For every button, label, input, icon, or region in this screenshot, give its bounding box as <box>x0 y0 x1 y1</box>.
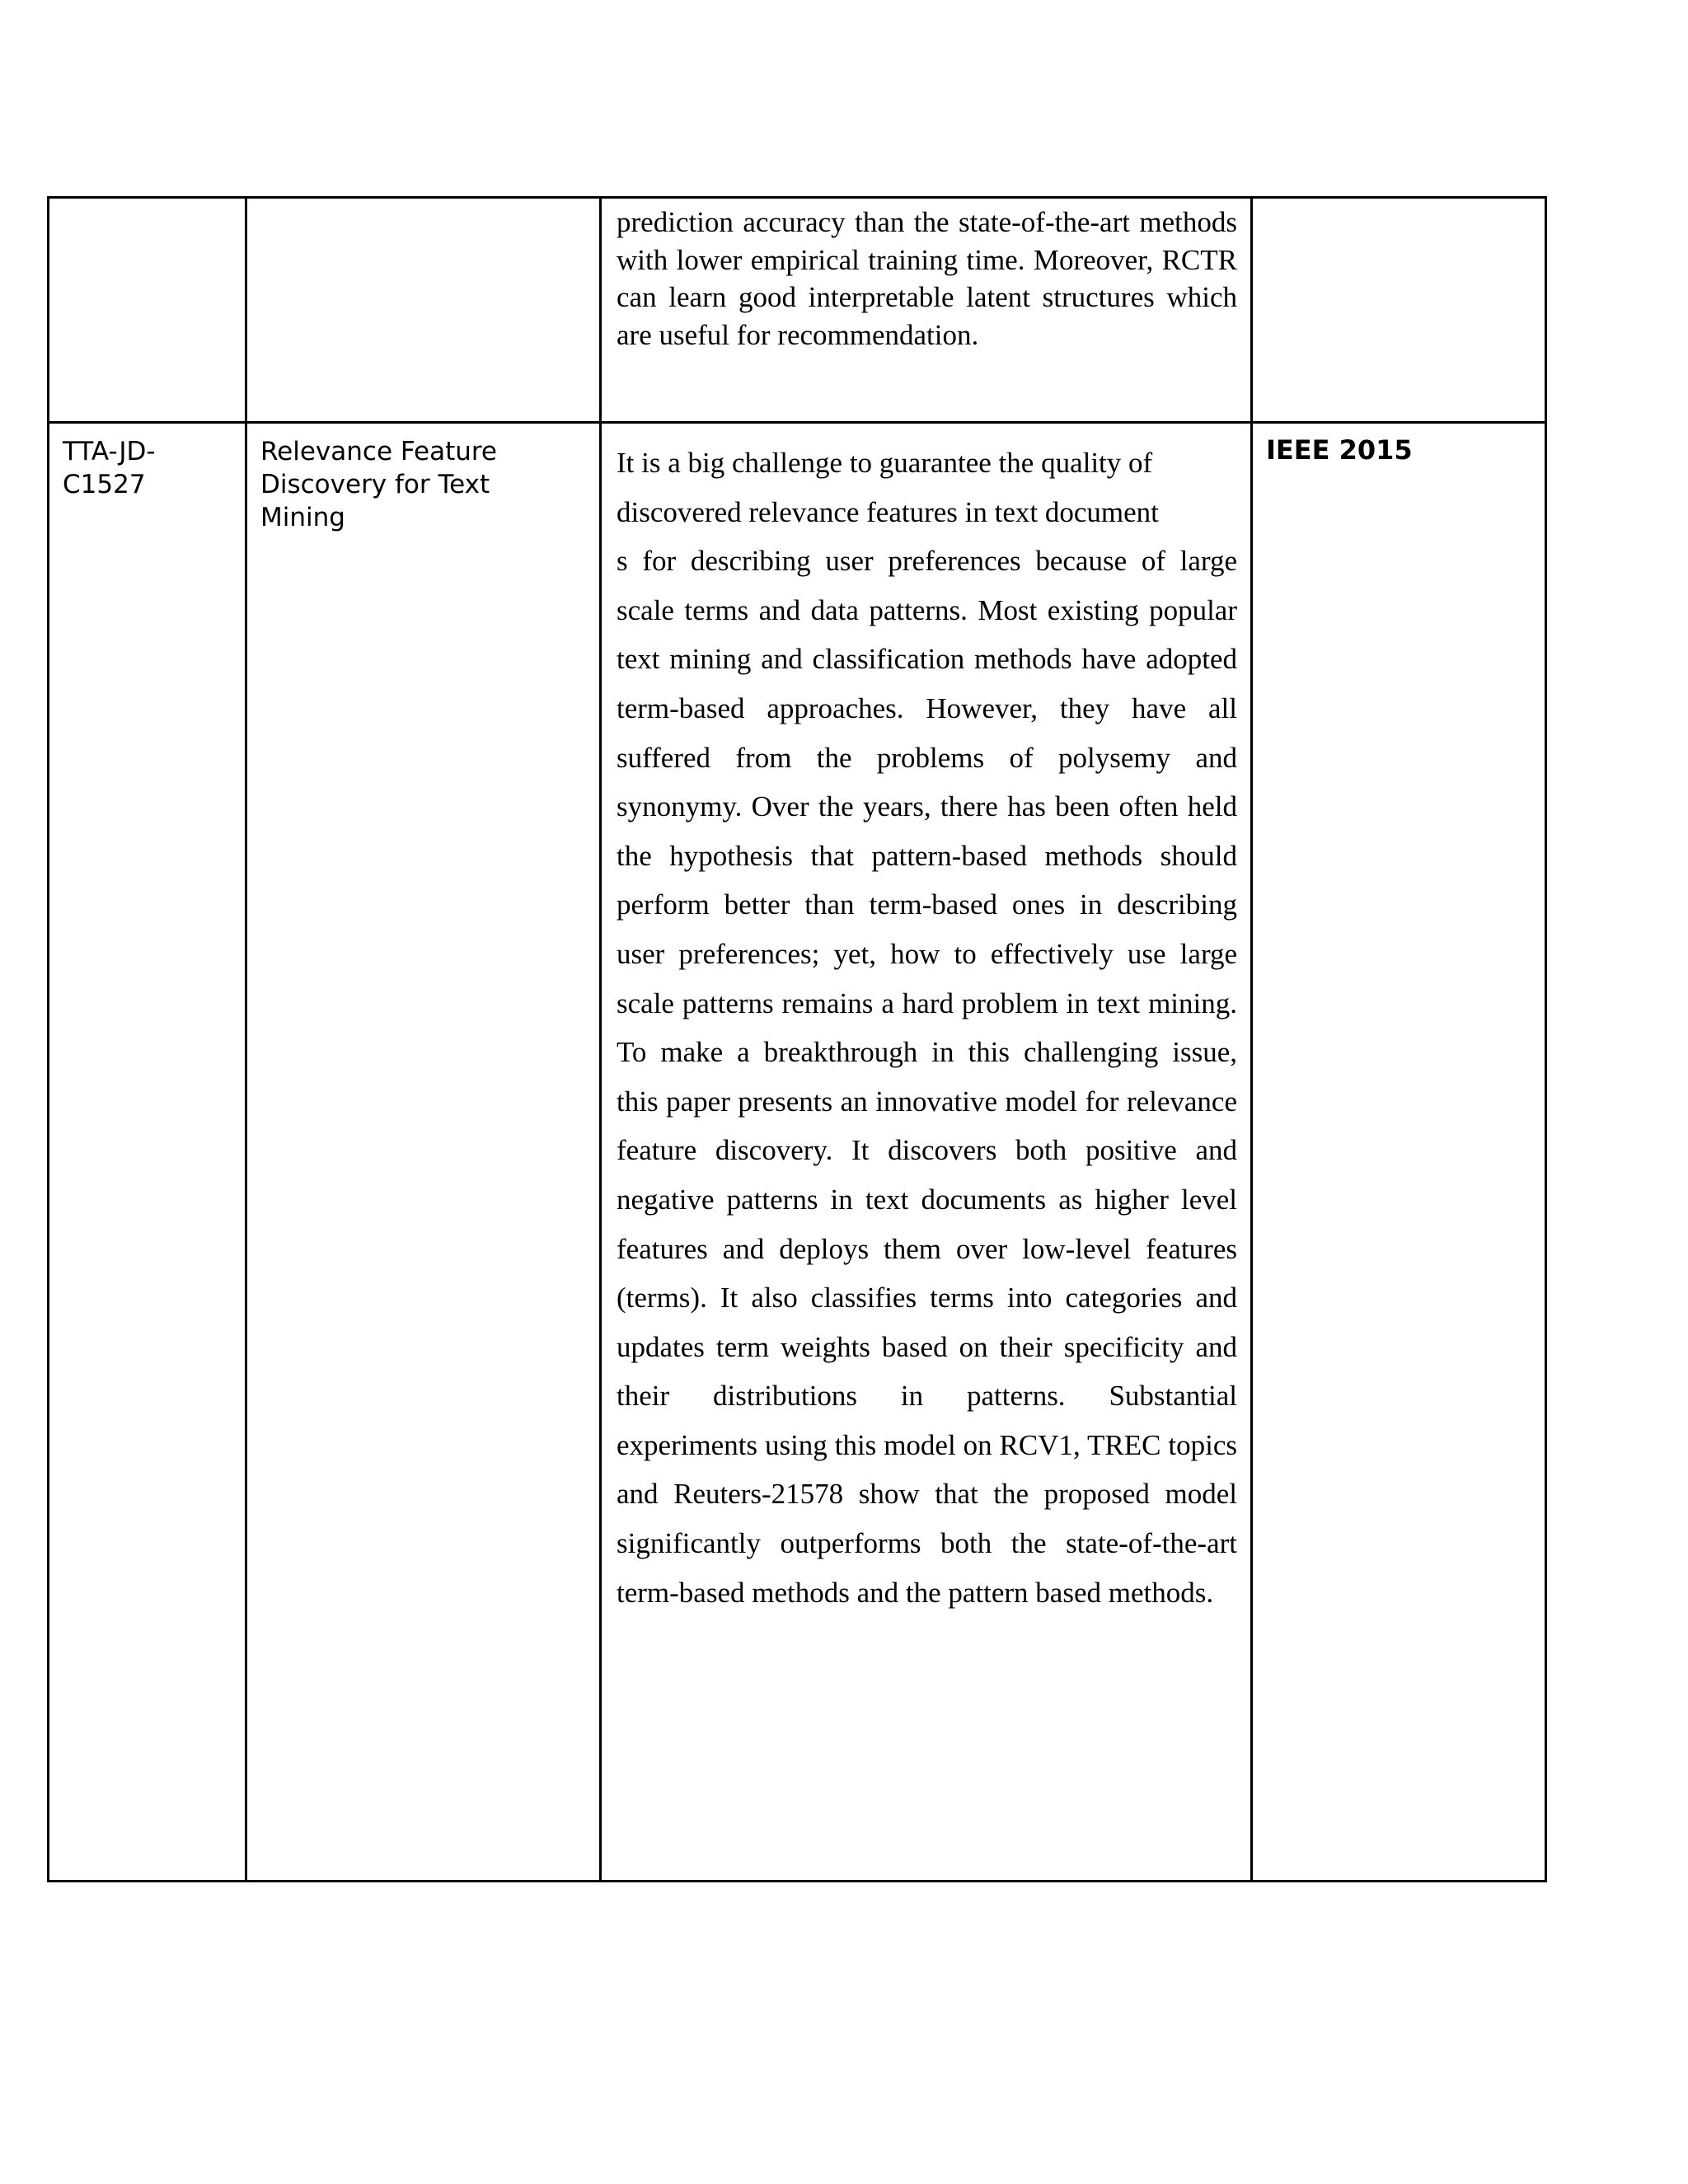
abstract-text: It is a big challenge to guarantee the quality of discovered relevance features in text document s for describing user preferences because of large scale terms and data patterns. Most existing popular text mining and classification methods have adopted term-based approaches. However, they have all suffered from the problems of polysemy and synonymy. Over the years, there has been often held the hypothesis that pattern-based methods should perform better than term-based ones in describing user preferences; yet, how to effectively use large scale patterns remains a hard problem in text mining. To make a breakthrough in this challenging issue, this paper presents an innovative model for relevance feature discovery. It discovers both positive and negative patterns in text documents as higher level features and deploys them over low-level features (terms). It also classifies terms into categories and updates term weights based on their specificity and their distributions in patterns. Substantial experiments using this model on RCV1, TREC topics and Reuters-21578 show that the proposed model significantly outperforms both the state-of-the-art term-based methods and the pattern based methods. <box>617 447 1237 1609</box>
cell-abstract-continued <box>601 198 1252 423</box>
cell-title-continued <box>246 198 601 423</box>
venue <box>1253 199 1545 209</box>
table-row <box>49 423 1546 1882</box>
cell-title <box>246 423 601 1882</box>
project-id: TTA-JD- C1527 <box>63 437 156 499</box>
project-title: Relevance Feature Discovery for Text Mining <box>260 437 498 532</box>
project-id <box>49 199 245 210</box>
project-title <box>247 199 599 210</box>
cell-abstract <box>601 423 1252 1882</box>
project-table <box>47 196 1547 1882</box>
cell-venue-continued <box>1252 198 1546 423</box>
table-row-continued <box>49 198 1546 423</box>
cell-id <box>49 423 246 1882</box>
abstract-continued-text: prediction accuracy than the state-of-the-art methods with lower empirical training time. Moreover, RCTR can learn good interpretable latent structures which are useful for recommendation. <box>617 206 1237 351</box>
cell-venue <box>1252 423 1546 1882</box>
venue: IEEE 2015 <box>1266 434 1413 466</box>
cell-id-continued <box>49 198 246 423</box>
